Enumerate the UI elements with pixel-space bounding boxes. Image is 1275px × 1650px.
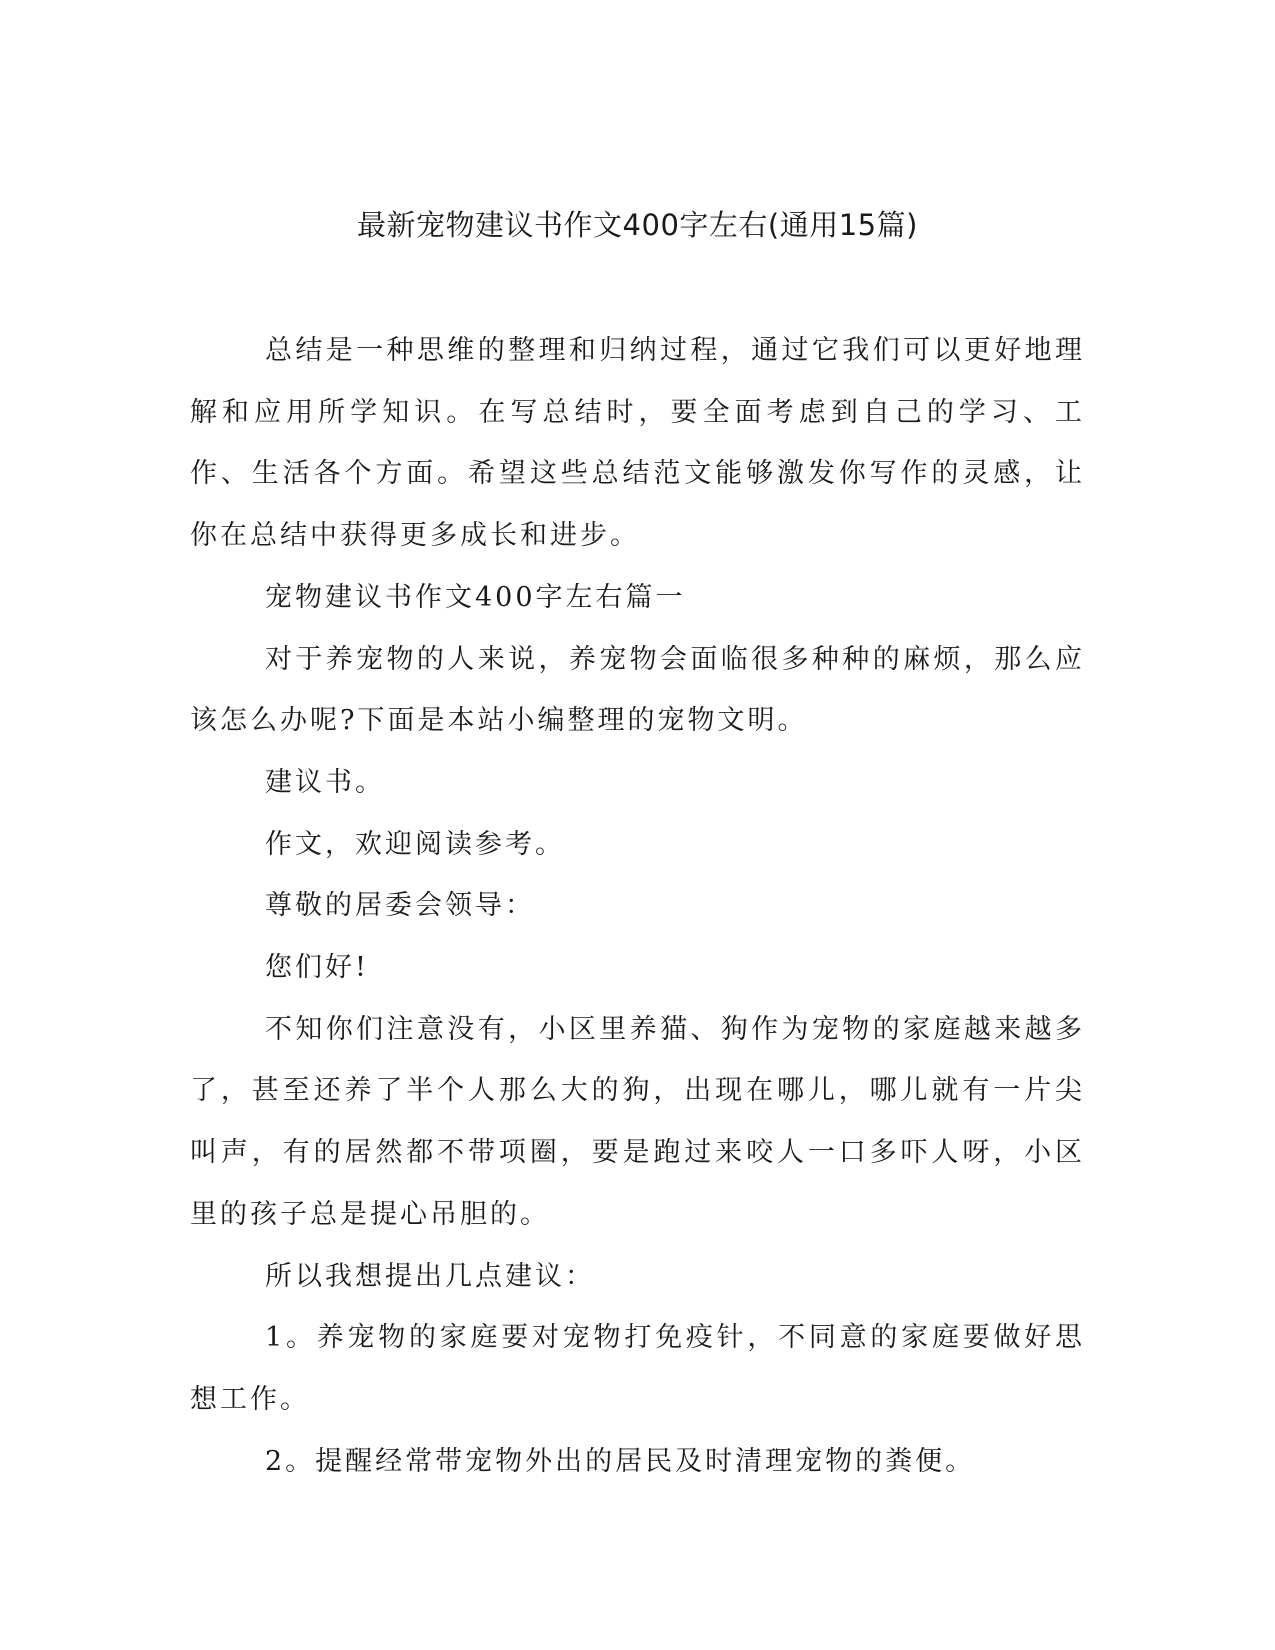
paragraph: 建议书。 [265,766,385,798]
letter-greeting: 您们好! [265,952,369,984]
paragraph: 所以我想提出几点建议： [265,1260,595,1292]
paragraph: 对于养宠物的人来说，养宠物会面临很多种种的麻烦，那么应该怎么办呢?下面是本站小编整理的宠物文明。 [190,643,1085,737]
suggestion-item: 1。养宠物的家庭要对宠物打免疫针，不同意的家庭要做好思想工作。 [190,1322,1085,1415]
document-title: 最新宠物建议书作文400字左右(通用15篇) [357,208,918,242]
paragraph: 作文，欢迎阅读参考。 [265,828,565,860]
suggestion-item: 2。提醒经常带宠物外出的居民及时清理宠物的粪便。 [265,1445,976,1477]
letter-salutation: 尊敬的居委会领导： [265,890,535,922]
document-body [190,320,1085,1492]
paragraph-intro: 总结是一种思维的整理和归纳过程，通过它我们可以更好地理解和应用所学知识。在写总结时，要全面考虑到自己的学习、工作、生活各个方面。希望这些总结范文能够激发你写作的灵感，让你在总结中获得更多成长和进步。 [190,335,1085,552]
section-heading: 宠物建议书作文400字左右篇一 [265,581,686,613]
paragraph: 不知你们注意没有，小区里养猫、狗作为宠物的家庭越来越多了，甚至还养了半个人那么大的狗，出现在哪儿，哪儿就有一片尖叫声，有的居然都不带项圈，要是跑过来咬人一口多吓人呀，小区里的孩子总是提心吊胆的。 [190,1013,1085,1230]
